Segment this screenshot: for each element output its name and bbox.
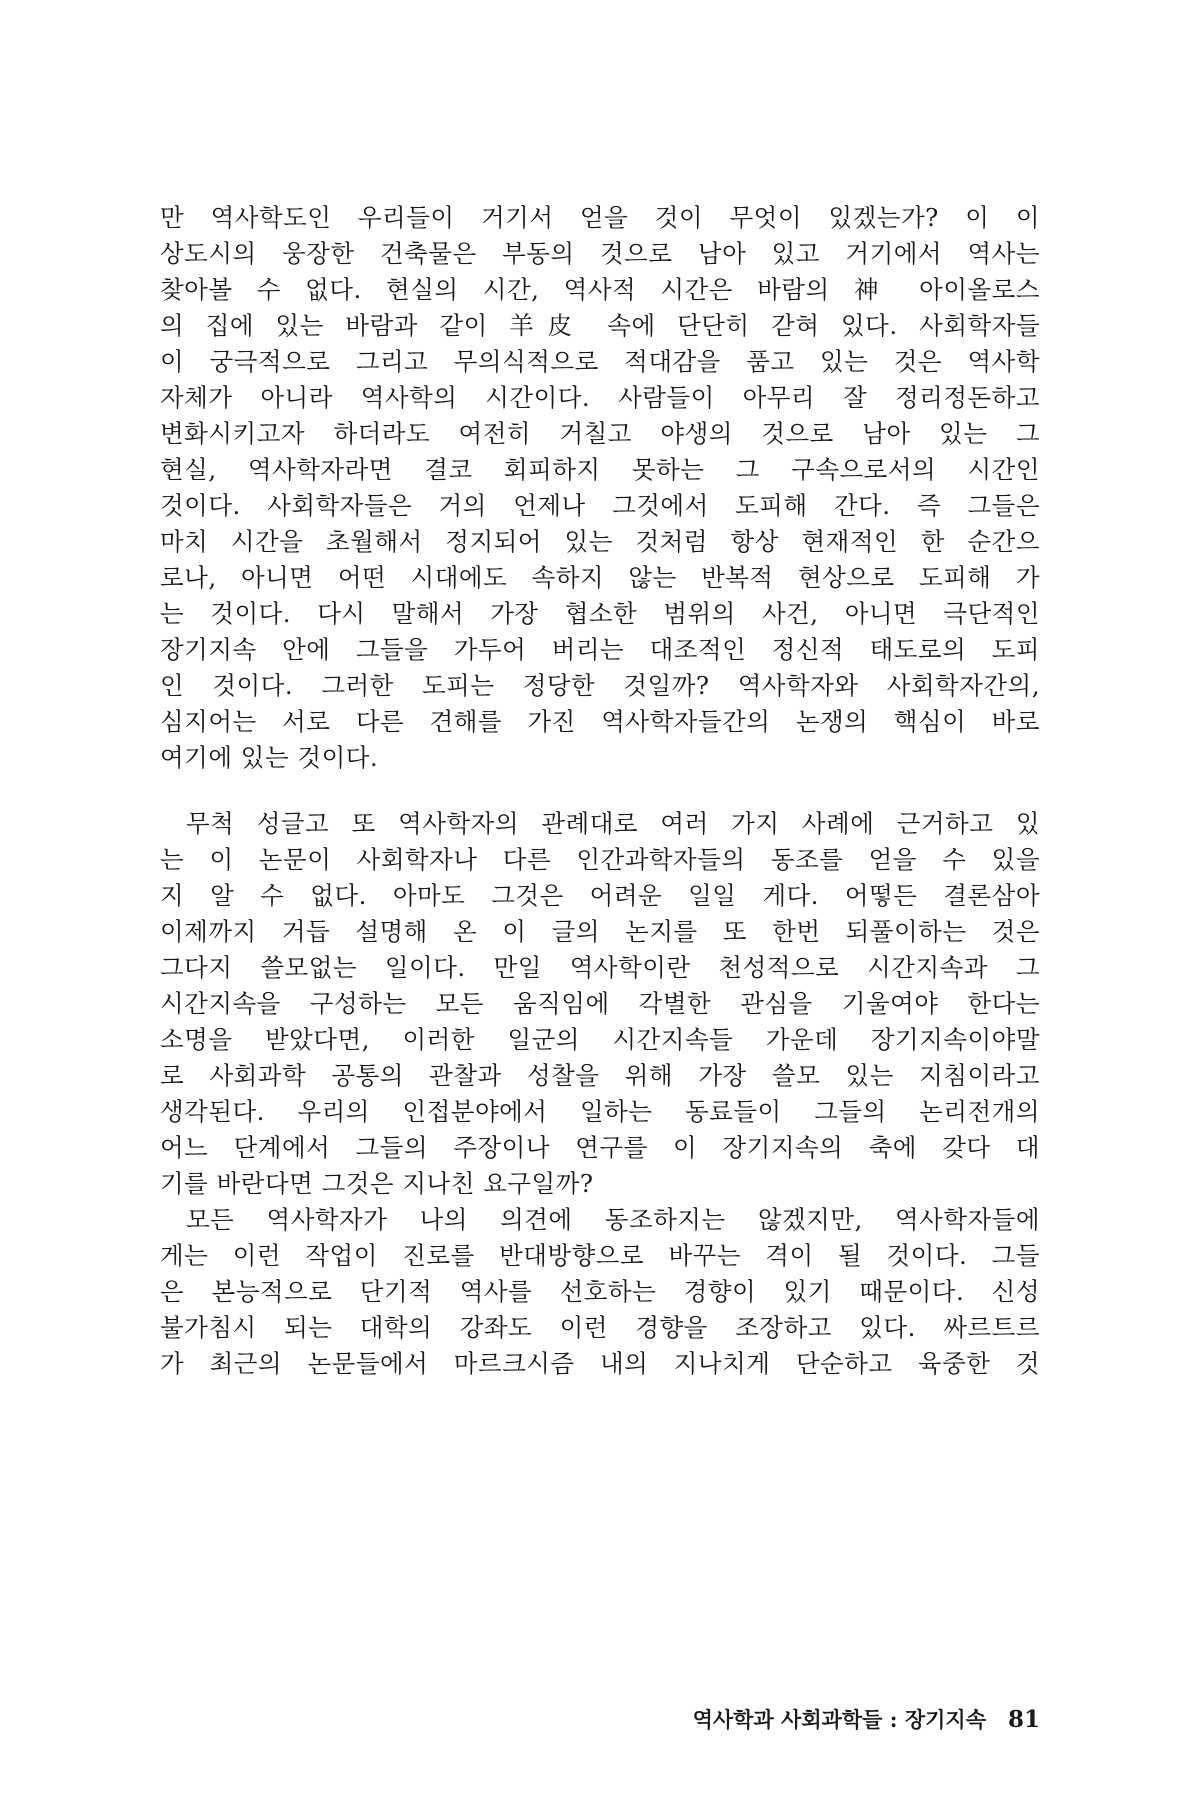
text-line: 현실, 역사학자라면 결코 회피하지 못하는 그 구속으로서의 시간인 xyxy=(160,455,1040,484)
text-line: 것이다. 사회학자들은 거의 언제나 그것에서 도피해 간다. 즉 그들은 xyxy=(160,491,1040,520)
text-line: 생각된다. 우리의 인접분야에서 일하는 동료들이 그들의 논리전개의 xyxy=(160,1097,1040,1126)
text-line: 자체가 아니라 역사학의 시간이다. 사람들이 아무리 잘 정리정돈하고 xyxy=(160,383,1040,412)
text-line: 장기지속 안에 그들을 가두어 버리는 대조적인 정신적 태도로의 도피 xyxy=(160,635,1040,664)
text-line: 기를 바란다면 그것은 지나친 요구일까? xyxy=(160,1169,594,1198)
page-number: 81 xyxy=(1007,1706,1040,1733)
text-line: 모든 역사학자가 나의 의견에 동조하지는 않겠지만, 역사학자들에 xyxy=(186,1205,1040,1234)
text-line: 심지어는 서로 다른 견해를 가진 역사학자들간의 논쟁의 핵심이 바로 xyxy=(160,707,1040,736)
text-line: 시간지속을 구성하는 모든 움직임에 각별한 관심을 기울여야 한다는 xyxy=(160,989,1040,1018)
text-line: 불가침시 되는 대학의 강좌도 이런 경향을 조장하고 있다. 싸르트르 xyxy=(160,1313,1040,1342)
text-line: 로나, 아니면 어떤 시대에도 속하지 않는 반복적 현상으로 도피해 가 xyxy=(160,563,1040,592)
text-line: 마치 시간을 초월해서 정지되어 있는 것처럼 항상 현재적인 한 순간으 xyxy=(160,527,1040,556)
text-line: 찾아볼 수 없다. 현실의 시간, 역사적 시간은 바람의 神 아이올로스 xyxy=(160,275,1040,304)
text-line: 상도시의 웅장한 건축물은 부동의 것으로 남아 있고 거기에서 역사는 xyxy=(160,239,1040,268)
body-text xyxy=(160,200,1040,1382)
text-line: 게는 이런 작업이 진로를 반대방향으로 바꾸는 격이 될 것이다. 그들 xyxy=(160,1241,1040,1270)
text-line: 만 역사학도인 우리들이 거기서 얻을 것이 무엇이 있겠는가? 이 이 xyxy=(160,203,1040,232)
paragraph xyxy=(160,200,1040,776)
text-line: 는 것이다. 다시 말해서 가장 협소한 범위의 사건, 아니면 극단적인 xyxy=(160,599,1040,628)
text-line: 어느 단계에서 그들의 주장이나 연구를 이 장기지속의 축에 갖다 대 xyxy=(160,1133,1040,1162)
text-line: 이제까지 거듭 설명해 온 이 글의 논지를 또 한번 되풀이하는 것은 xyxy=(160,917,1040,946)
text-line: 인 것이다. 그러한 도피는 정당한 것일까? 역사학자와 사회학자간의, xyxy=(160,671,1040,700)
text-line: 무척 성글고 또 역사학자의 관례대로 여러 가지 사례에 근거하고 있 xyxy=(186,809,1040,838)
text-line: 는 이 논문이 사회학자나 다른 인간과학자들의 동조를 얻을 수 있을 xyxy=(160,845,1040,874)
text-line: 소명을 받았다면, 이러한 일군의 시간지속들 가운데 장기지속이야말 xyxy=(160,1025,1040,1054)
text-line: 그다지 쓸모없는 일이다. 만일 역사학이란 천성적으로 시간지속과 그 xyxy=(160,953,1040,982)
text-line: 지 알 수 없다. 아마도 그것은 어려운 일일 게다. 어떻든 결론삼아 xyxy=(160,881,1040,910)
text-line: 의 집에 있는 바람과 같이 羊皮 속에 단단히 갇혀 있다. 사회학자들 xyxy=(160,311,1040,340)
paragraph-gap xyxy=(160,776,1040,806)
text-line: 변화시키고자 하더라도 여전히 거칠고 야생의 것으로 남아 있는 그 xyxy=(160,419,1040,448)
text-line: 이 궁극적으로 그리고 무의식적으로 적대감을 품고 있는 것은 역사학 xyxy=(160,347,1040,376)
text-line: 로 사회과학 공통의 관찰과 성찰을 위해 가장 쓸모 있는 지침이라고 xyxy=(160,1061,1040,1090)
text-line: 은 본능적으로 단기적 역사를 선호하는 경향이 있기 때문이다. 신성 xyxy=(160,1277,1040,1306)
paragraph xyxy=(160,806,1040,1202)
text-line: 가 최근의 논문들에서 마르크시즘 내의 지나치게 단순하고 육중한 것 xyxy=(160,1349,1040,1378)
text-line: 여기에 있는 것이다. xyxy=(160,743,379,772)
running-title: 역사학과 사회과학들 : 장기지속 xyxy=(692,1707,986,1732)
paragraph xyxy=(160,1202,1040,1382)
page-footer xyxy=(600,1702,1040,1738)
